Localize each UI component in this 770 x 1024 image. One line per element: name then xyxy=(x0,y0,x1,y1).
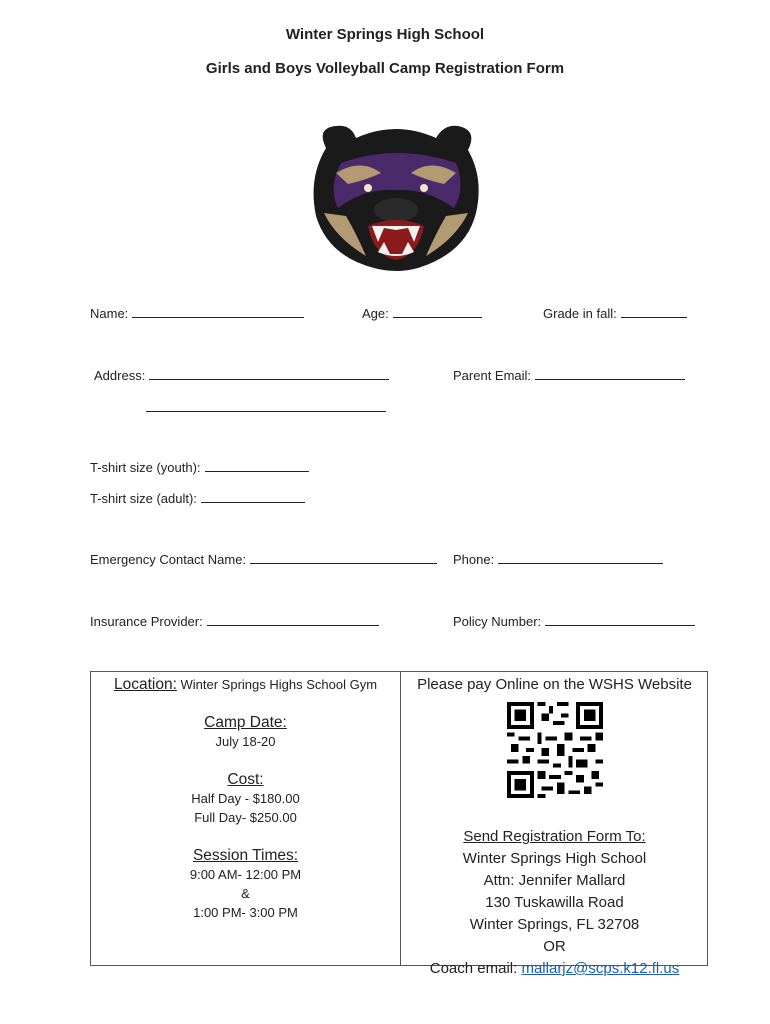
address-label: Address: xyxy=(94,368,146,383)
grade-line[interactable] xyxy=(621,305,687,318)
send-form-label: Send Registration Form To: xyxy=(463,828,646,845)
name-label: Name: xyxy=(90,306,129,321)
policy-field[interactable] xyxy=(453,613,695,629)
grade-field[interactable] xyxy=(543,305,687,321)
emergency-contact-line[interactable] xyxy=(250,551,437,564)
emergency-contact-label: Emergency Contact Name: xyxy=(90,552,247,567)
policy-label: Policy Number: xyxy=(453,614,542,629)
camp-date-value: July 18-20 xyxy=(215,734,276,749)
age-label: Age: xyxy=(362,306,389,321)
address-line-2[interactable] xyxy=(146,410,386,412)
tshirt-adult-line[interactable] xyxy=(201,490,305,503)
name-field[interactable] xyxy=(90,305,304,321)
age-field[interactable] xyxy=(362,305,482,321)
bear-mascot-logo xyxy=(306,118,486,273)
location-row xyxy=(91,676,400,694)
send-or: OR xyxy=(543,938,566,955)
phone-line[interactable] xyxy=(498,551,663,564)
grade-label: Grade in fall: xyxy=(543,306,617,321)
camp-date-label: Camp Date: xyxy=(204,714,287,731)
pay-online-text: Please pay Online on the WSHS Website xyxy=(417,676,692,693)
form-title: Girls and Boys Volleyball Camp Registration Form xyxy=(205,60,565,77)
insurance-label: Insurance Provider: xyxy=(90,614,203,629)
coach-email-link[interactable]: mallarjz@scps.k12.fl.us xyxy=(521,960,680,977)
name-line[interactable] xyxy=(132,305,304,318)
phone-field[interactable] xyxy=(453,551,663,567)
tshirt-adult-label: T-shirt size (adult): xyxy=(90,491,197,506)
emergency-contact-field[interactable] xyxy=(90,551,437,567)
phone-label: Phone: xyxy=(453,552,495,567)
location-label: Location: xyxy=(113,676,177,693)
school-title: Winter Springs High School xyxy=(285,26,485,43)
cost-half-day: Half Day - $180.00 xyxy=(191,791,300,806)
age-line[interactable] xyxy=(393,305,482,318)
location-value: Winter Springs Highs School Gym xyxy=(180,677,378,692)
insurance-field[interactable] xyxy=(90,613,379,629)
address-field[interactable] xyxy=(94,367,389,383)
address-line[interactable] xyxy=(149,367,389,380)
camp-info-box xyxy=(90,671,708,977)
parent-email-line[interactable] xyxy=(535,367,685,380)
tshirt-youth-label: T-shirt size (youth): xyxy=(90,460,201,475)
qr-code-icon[interactable] xyxy=(507,702,603,798)
cost-full-day: Full Day- $250.00 xyxy=(194,810,297,825)
session-times-label: Session Times: xyxy=(192,847,299,864)
send-attn: Attn: Jennifer Mallard xyxy=(483,872,626,889)
send-street: 130 Tuskawilla Road xyxy=(485,894,624,911)
session-morning: 9:00 AM- 12:00 PM xyxy=(189,867,302,882)
session-ampersand: & xyxy=(241,886,250,901)
coach-email-row xyxy=(401,958,708,980)
send-city: Winter Springs, FL 32708 xyxy=(469,916,640,933)
insurance-line[interactable] xyxy=(207,613,379,626)
camp-details-column xyxy=(91,672,400,922)
tshirt-youth-line[interactable] xyxy=(205,459,309,472)
policy-line[interactable] xyxy=(545,613,695,626)
send-school: Winter Springs High School xyxy=(462,850,647,867)
cost-label: Cost: xyxy=(227,771,264,788)
parent-email-field[interactable] xyxy=(453,367,685,383)
parent-email-label: Parent Email: xyxy=(453,368,532,383)
payment-column xyxy=(401,672,708,980)
tshirt-adult-field[interactable] xyxy=(90,490,305,506)
tshirt-youth-field[interactable] xyxy=(90,459,309,475)
session-afternoon: 1:00 PM- 3:00 PM xyxy=(193,905,298,920)
coach-email-label: Coach email: xyxy=(429,960,518,977)
